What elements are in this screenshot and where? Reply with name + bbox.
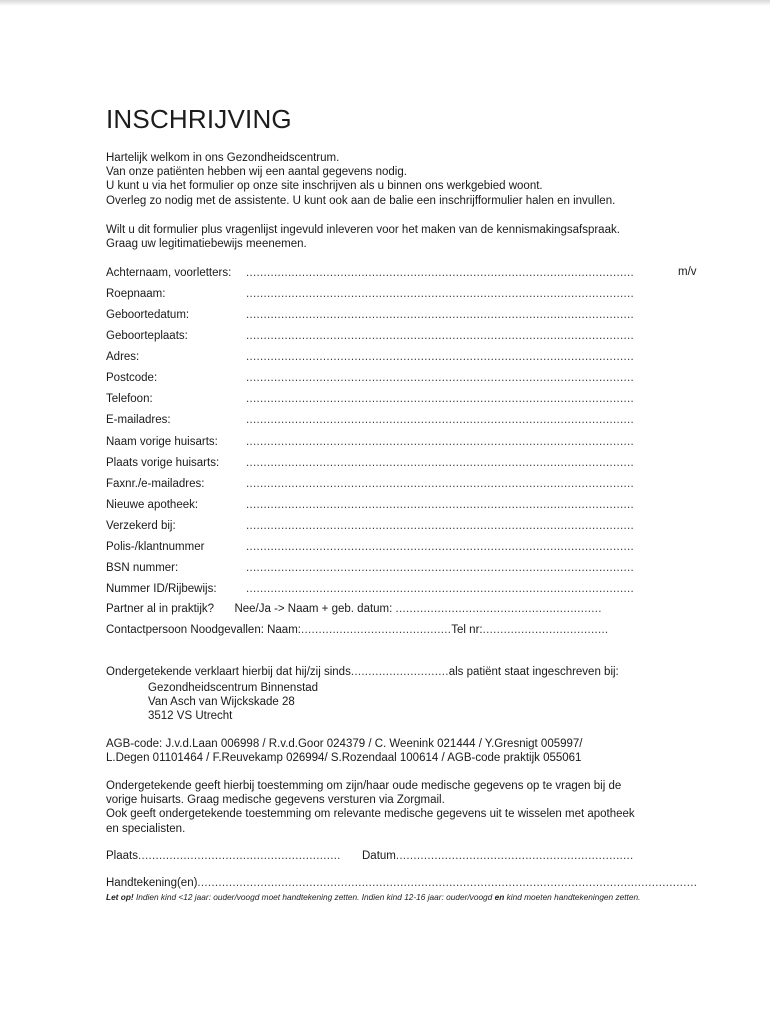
instruction-line: Wilt u dit formulier plus vragenlijst ingevuld inleveren voor het maken van de kennismakingsafspraak. xyxy=(106,224,620,236)
contact-row[interactable] xyxy=(106,624,608,636)
fill-line xyxy=(246,581,634,597)
field-label: Verzekerd bij: xyxy=(106,520,176,532)
fill-line xyxy=(246,539,634,555)
consent-line: en specialisten. xyxy=(106,822,186,835)
instruction-line: Graag uw legitimatiebewijs meenemen. xyxy=(106,238,307,251)
field-achternaam[interactable] xyxy=(106,265,646,281)
field-naam-vorige-huisarts[interactable] xyxy=(106,434,646,450)
consent-line: Ondergetekende geeft hierbij toestemming om zijn/haar oude medische gegevens op te vragen bij de xyxy=(106,780,622,792)
page-title: INSCHRIJVING xyxy=(106,104,292,134)
field-label: Telefoon: xyxy=(106,393,153,405)
partner-options: Nee/Ja -> Naam + geb. datum: xyxy=(234,603,393,615)
fill-line xyxy=(246,412,634,428)
intro-text xyxy=(106,151,615,208)
place-label: Plaats xyxy=(106,850,138,862)
field-roepnaam[interactable] xyxy=(106,286,646,302)
agb-codes xyxy=(106,737,583,765)
fill-line xyxy=(246,518,634,534)
partner-fill-line: ........................................................... xyxy=(395,603,602,615)
address-line: 3512 VS Utrecht xyxy=(148,710,233,723)
fill-line xyxy=(246,434,634,450)
address-line: Van Asch van Wijckskade 28 xyxy=(148,696,295,709)
field-label: Geboortedatum: xyxy=(106,309,190,321)
field-postcode[interactable] xyxy=(106,370,646,386)
fill-line xyxy=(246,370,634,386)
declaration-line[interactable] xyxy=(106,666,619,678)
field-label: Nummer ID/Rijbewijs: xyxy=(106,583,217,595)
declaration-prefix: Ondergetekende verklaart hierbij dat hij/zij sinds xyxy=(106,666,351,678)
signature-note xyxy=(106,892,736,903)
fill-line xyxy=(246,560,634,576)
note-emphasis: en xyxy=(494,892,505,902)
field-label: BSN nummer: xyxy=(106,562,179,574)
consent-text xyxy=(106,779,635,836)
intro-line: Hartelijk welkom in ons Gezondheidscentrum. xyxy=(106,152,340,164)
address-line: Gezondheidscentrum Binnenstad xyxy=(148,682,319,694)
field-plaats-vorige-huisarts[interactable] xyxy=(106,455,646,471)
contact-name-fill-line: ........................................... xyxy=(300,624,452,636)
gender-label: m/v xyxy=(678,266,697,278)
instructions-text xyxy=(106,223,620,251)
fill-line xyxy=(246,476,634,492)
contact-tel-label: Tel nr: xyxy=(451,624,483,636)
date-field[interactable] xyxy=(362,850,634,862)
field-telefoon[interactable] xyxy=(106,391,646,407)
fill-line xyxy=(246,349,634,365)
signature-label: Handtekening(en) xyxy=(106,877,198,889)
field-label: Nieuwe apotheek: xyxy=(106,499,199,511)
partner-row[interactable] xyxy=(106,603,602,615)
note-text: Indien kind <12 jaar: ouder/voogd moet handtekening zetten. Indien kind 12-16 jaar: ouder/voogd xyxy=(133,892,495,902)
fill-line xyxy=(246,497,634,513)
field-label: Achternaam, voorletters: xyxy=(106,267,232,279)
declaration-fill-line: ............................ xyxy=(350,666,449,678)
consent-line: Ook geeft ondergetekende toestemming om relevante medische gegevens uit te wisselen met apotheek xyxy=(106,808,635,821)
field-label: Faxnr./e-mailadres: xyxy=(106,478,205,490)
field-polis-klantnummer[interactable] xyxy=(106,539,646,555)
agb-line: L.Degen 01101464 / F.Reuvekamp 026994/ S.Rozendaal 100614 / AGB-code praktijk 055061 xyxy=(106,752,582,765)
place-field[interactable] xyxy=(106,850,341,862)
place-fill-line: .......................................................... xyxy=(137,850,341,862)
intro-line: Van onze patiënten hebben wij een aantal gegevens nodig. xyxy=(106,166,407,179)
date-fill-line: .................................................................... xyxy=(395,850,634,862)
field-geboorteplaats[interactable] xyxy=(106,328,646,344)
signature-fill-line: ............................................................................................................................................... xyxy=(197,877,698,889)
field-label: E-mailadres: xyxy=(106,414,171,426)
fill-line xyxy=(246,328,634,344)
intro-line: Overleg zo nodig met de assistente. U kunt ook aan de balie een inschrijfformulier halen en invullen. xyxy=(106,194,616,207)
fill-line xyxy=(246,455,634,471)
practice-address xyxy=(148,681,318,724)
agb-line: AGB-code: J.v.d.Laan 006998 / R.v.d.Goor 024379 / C. Weenink 021444 / Y.Gresnigt 005997/ xyxy=(106,738,583,750)
field-emailadres[interactable] xyxy=(106,412,646,428)
contact-tel-fill-line: .................................... xyxy=(482,624,609,636)
field-label: Postcode: xyxy=(106,372,158,384)
field-label: Roepnaam: xyxy=(106,288,166,300)
field-label: Naam vorige huisarts: xyxy=(106,436,218,448)
fill-line xyxy=(246,265,634,281)
partner-label: Partner al in praktijk? xyxy=(106,603,215,615)
field-label: Polis-/klantnummer xyxy=(106,541,205,553)
field-nummer-id-rijbewijs[interactable] xyxy=(106,581,646,597)
fill-line xyxy=(246,307,634,323)
declaration-suffix: als patiënt staat ingeschreven bij: xyxy=(448,666,619,678)
date-label: Datum xyxy=(362,850,396,862)
note-warning: Let op! xyxy=(106,892,134,902)
contact-label: Contactpersoon Noodgevallen: Naam: xyxy=(106,624,301,636)
intro-line: U kunt u via het formulier op onze site inschrijven als u binnen ons werkgebied woont. xyxy=(106,180,543,193)
field-geboortedatum[interactable] xyxy=(106,307,646,323)
consent-line: vorige huisarts. Graag medische gegevens versturen via Zorgmail. xyxy=(106,794,445,807)
field-bsn-nummer[interactable] xyxy=(106,560,646,576)
field-label: Geboorteplaats: xyxy=(106,330,188,342)
field-label: Plaats vorige huisarts: xyxy=(106,457,220,469)
field-label: Adres: xyxy=(106,351,140,363)
field-verzekerd-bij[interactable] xyxy=(106,518,646,534)
fill-line xyxy=(246,391,634,407)
field-faxnr-emailadres[interactable] xyxy=(106,476,646,492)
note-text: kind moeten handtekeningen zetten. xyxy=(504,892,641,902)
field-adres[interactable] xyxy=(106,349,646,365)
field-nieuwe-apotheek[interactable] xyxy=(106,497,646,513)
fill-line xyxy=(246,286,634,302)
signature-field[interactable] xyxy=(106,877,697,889)
